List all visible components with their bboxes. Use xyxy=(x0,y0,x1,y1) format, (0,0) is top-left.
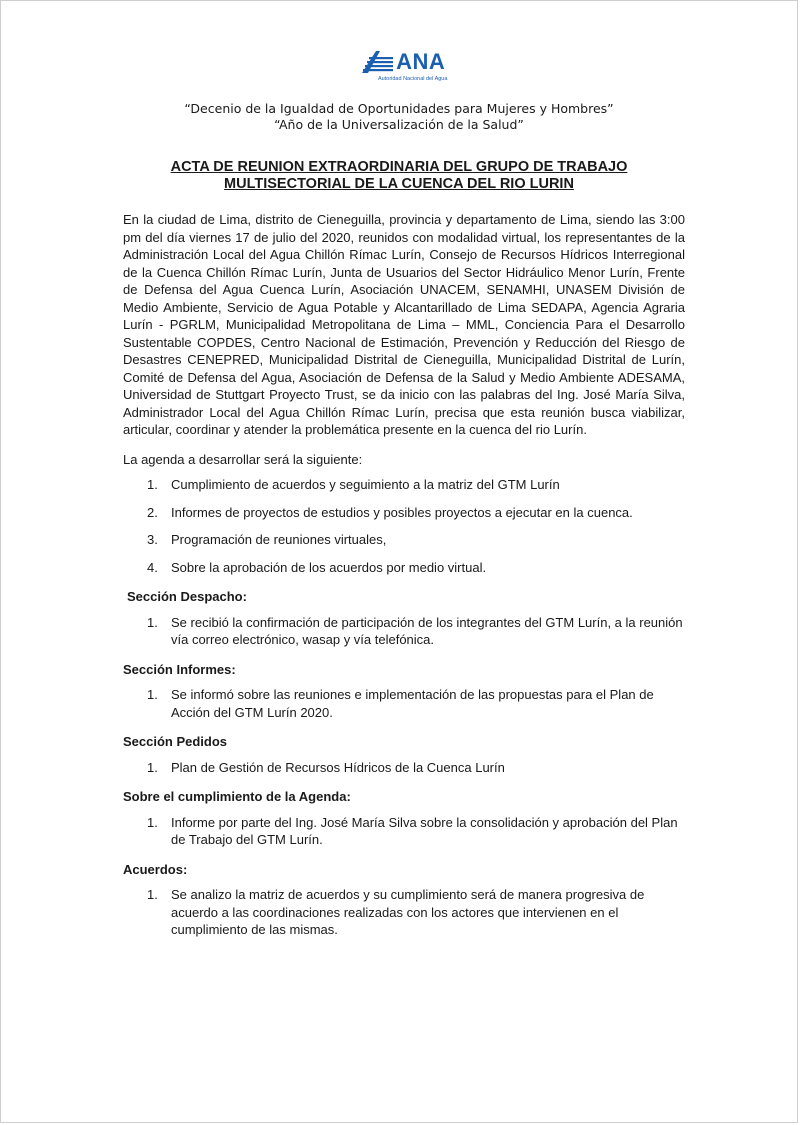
ana-logo xyxy=(358,49,447,82)
section-item-number: 1. xyxy=(147,814,158,830)
section-item xyxy=(123,886,685,939)
agenda-item-text: Cumplimiento de acuerdos y seguimiento a la matriz del GTM Lurín xyxy=(171,477,560,492)
section-item-number: 1. xyxy=(147,887,158,902)
section-item-number: 1. xyxy=(147,687,158,702)
section-item xyxy=(123,686,685,721)
agenda-item xyxy=(123,531,685,549)
logo-text: ANA xyxy=(396,49,446,74)
agenda-intro: La agenda a desarrollar será la siguiente: xyxy=(123,451,363,467)
logo-subtitle: Autoridad Nacional del Agua xyxy=(378,76,448,82)
decenio-line-1: “Decenio de la Igualdad de Oportunidades para Mujeres y Hombres” xyxy=(184,101,614,116)
document-body xyxy=(123,211,685,943)
agenda-item-text: Informes de proyectos de estudios y posibles proyectos a ejecutar en la cuenca. xyxy=(171,504,633,520)
section-heading-pedidos: Sección Pedidos xyxy=(123,734,228,749)
agenda-item-number: 3. xyxy=(147,532,158,547)
section-item-text: Se recibió la confirmación de participación de los integrantes del GTM Lurín, a la reunión vía correo electrónico, wasap y vía telefónica. xyxy=(171,614,683,647)
section-item-text: Plan de Gestión de Recursos Hídricos de la Cuenca Lurín xyxy=(171,759,505,775)
title-line-2: MULTISECTORIAL DE LA CUENCA DEL RIO LURIN xyxy=(224,176,574,192)
section-item xyxy=(123,759,685,777)
intro-paragraph: En la ciudad de Lima, distrito de Cieneguilla, provincia y departamento de Lima, siendo las 3:00 pm del día viernes 17 de julio del 2020, reunidos con modalidad virtual, los representantes de la Administración Local del Agua Chillón Rímac Lurín, Consejo de Recursos Hídricos Interregional de la Cuenca Chillón Rímac Lurín, Junta de Usuarios del Sector Hidráulico Menor Lurín, Frente de Defensa del Agua Cuenca Lurín, Asociación UNACEM, SENAMHI, UNASEM División de Medio Ambiente, Servicio de Agua Potable y Alcantarillado de Lima SEDAPA, Agencia Agraria Lurín - PGRLM, Municipalidad Metropolitana de Lima – MML, Conciencia Para el Desarrollo Sustentable COPDES, Centro Nacional de Estimación, Prevención y Reducción del Riesgo de Desastres CENEPRED, Municipalidad Distrital de Cieneguilla, Municipalidad Distrital de Lurín, Comité de Defensa del Agua, Asociación de Defensa de la Salud y Medio Ambiente ADESAMA, Universidad de Stuttgart Proyecto Trust, se da inicio con las palabras del Ing. José María Silva, Administrador Local del Agua Chillón Rímac Lurín, precisa que esta reunión busca viabilizar, articular, coordinar y atender la problemática presente en la cuenca del rio Lurín. xyxy=(123,212,685,437)
agenda-item-number: 2. xyxy=(147,504,158,520)
section-item xyxy=(123,614,685,649)
section-heading-despacho: Sección Despacho: xyxy=(127,589,247,604)
decenio-line-2: “Año de la Universalización de la Salud” xyxy=(274,117,524,132)
section-item-text: Se analizo la matriz de acuerdos y su cumplimiento será de manera progresiva de acuerdo a las coordinaciones realizadas con los actores que intervienen en el cumplimiento de las mismas. xyxy=(171,887,645,937)
title-line-1: ACTA DE REUNION EXTRAORDINARIA DEL GRUPO DE TRABAJO xyxy=(170,159,628,175)
section-heading-agenda: Sobre el cumplimiento de la Agenda: xyxy=(123,789,351,804)
agenda-item-text: Sobre la aprobación de los acuerdos por medio virtual. xyxy=(171,559,487,575)
agenda-list xyxy=(123,476,685,576)
section-item-number: 1. xyxy=(147,759,158,775)
section-item xyxy=(123,814,685,849)
agenda-item-number: 1. xyxy=(147,477,158,492)
decenio-header xyxy=(1,101,797,133)
agenda-item-number: 4. xyxy=(147,559,158,575)
ana-logo-icon xyxy=(360,49,394,75)
agenda-item xyxy=(123,476,685,494)
agenda-item xyxy=(123,504,685,522)
section-heading-informes: Sección Informes: xyxy=(123,661,236,677)
agenda-item xyxy=(123,559,685,577)
agenda-item-text: Programación de reuniones virtuales, xyxy=(171,532,387,547)
document-title xyxy=(1,159,797,193)
section-item-text: Se informó sobre las reuniones e implementación de las propuestas para el Plan de Acción del GTM Lurín 2020. xyxy=(171,687,654,720)
section-item-number: 1. xyxy=(147,614,158,630)
section-item-text: Informe por parte del Ing. José María Silva sobre la consolidación y aprobación del Plan de Trabajo del GTM Lurín. xyxy=(171,814,678,847)
section-heading-acuerdos: Acuerdos: xyxy=(123,861,188,877)
